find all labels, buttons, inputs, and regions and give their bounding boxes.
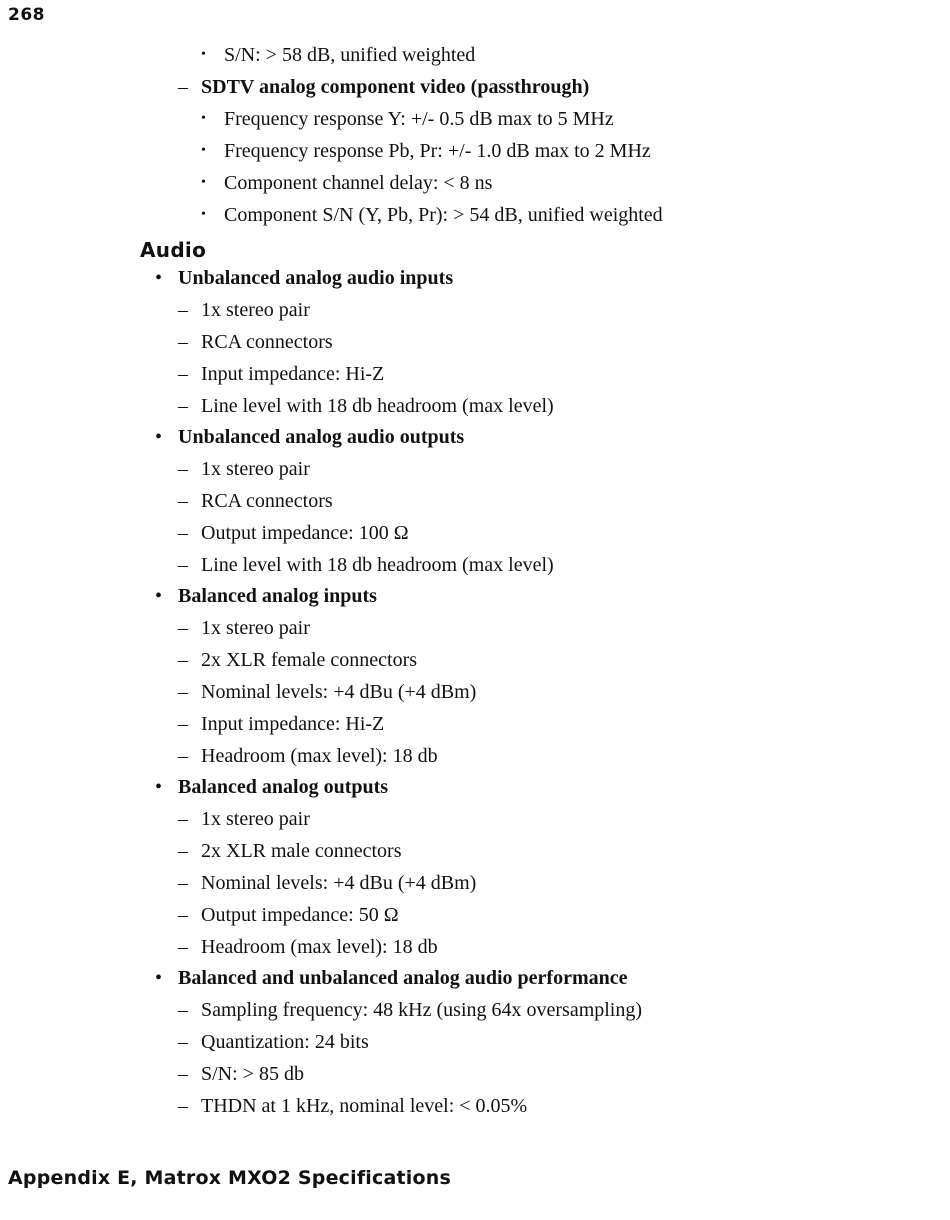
spec-text: THDN at 1 kHz, nominal level: < 0.05% (201, 1095, 528, 1117)
spec-text: Headroom (max level): 18 db (201, 745, 438, 767)
dash-marker: – (178, 1031, 188, 1053)
spec-text: Line level with 18 db headroom (max level) (201, 395, 554, 417)
bullet-marker: • (155, 585, 163, 607)
page-number: 268 (8, 5, 45, 25)
group-title-text: Unbalanced analog audio inputs (178, 267, 454, 289)
dash-marker: – (178, 331, 188, 353)
spec-text: 1x stereo pair (201, 458, 310, 480)
dash-marker: – (178, 395, 188, 417)
dash-marker: – (178, 299, 188, 321)
spec-text: Frequency response Pb, Pr: +/- 1.0 dB max to 2 MHz (224, 140, 651, 162)
spec-text: Nominal levels: +4 dBu (+4 dBm) (201, 681, 477, 703)
spec-text: 1x stereo pair (201, 299, 310, 321)
spec-text: RCA connectors (201, 331, 333, 353)
dash-marker: – (178, 649, 188, 671)
dash-marker: – (178, 713, 188, 735)
bullet-marker: • (201, 207, 206, 222)
spec-text: Component channel delay: < 8 ns (224, 172, 493, 194)
dash-marker: – (178, 522, 188, 544)
group-title-text: Unbalanced analog audio outputs (178, 426, 465, 448)
page-footer: Appendix E, Matrox MXO2 Specifications (8, 1167, 451, 1189)
dash-marker: – (178, 872, 188, 894)
spec-text: Input impedance: Hi-Z (201, 363, 385, 385)
spec-text: Headroom (max level): 18 db (201, 936, 438, 958)
dash-marker: – (178, 76, 188, 98)
dash-marker: – (178, 681, 188, 703)
bullet-marker: • (201, 111, 206, 126)
spec-text: Output impedance: 50 Ω (201, 904, 399, 926)
bullet-marker: • (201, 47, 206, 62)
bullet-marker: • (201, 175, 206, 190)
spec-text: Input impedance: Hi-Z (201, 713, 385, 735)
group-title-text: Balanced analog outputs (178, 776, 389, 798)
bullet-marker: • (155, 776, 163, 798)
dash-marker: – (178, 936, 188, 958)
bullet-marker: • (155, 426, 163, 448)
spec-text: Nominal levels: +4 dBu (+4 dBm) (201, 872, 477, 894)
dash-marker: – (178, 490, 188, 512)
dash-marker: – (178, 808, 188, 830)
spec-text: Quantization: 24 bits (201, 1031, 369, 1053)
spec-text: S/N: > 85 db (201, 1063, 304, 1085)
dash-marker: – (178, 458, 188, 480)
dash-marker: – (178, 1095, 188, 1117)
bullet-marker: • (201, 143, 206, 158)
spec-text: RCA connectors (201, 490, 333, 512)
spec-text: Line level with 18 db headroom (max level) (201, 554, 554, 576)
section-heading-audio: Audio (140, 238, 207, 262)
group-title-text: Balanced analog inputs (178, 585, 377, 607)
dash-marker: – (178, 617, 188, 639)
dash-marker: – (178, 840, 188, 862)
bullet-marker: • (155, 967, 163, 989)
spec-text: Sampling frequency: 48 kHz (using 64x oversampling) (201, 999, 643, 1021)
dash-marker: – (178, 363, 188, 385)
dash-marker: – (178, 745, 188, 767)
dash-marker: – (178, 554, 188, 576)
group-title-text: Balanced and unbalanced analog audio performance (178, 967, 628, 989)
spec-text: 1x stereo pair (201, 808, 310, 830)
subsection-title-text: SDTV analog component video (passthrough) (201, 76, 590, 98)
spec-text: Component S/N (Y, Pb, Pr): > 54 dB, unified weighted (224, 204, 663, 226)
dash-marker: – (178, 999, 188, 1021)
spec-text: Frequency response Y: +/- 0.5 dB max to 5 MHz (224, 108, 614, 130)
bullet-marker: • (155, 267, 163, 289)
spec-text: 2x XLR male connectors (201, 840, 402, 862)
dash-marker: – (178, 1063, 188, 1085)
dash-marker: – (178, 904, 188, 926)
spec-text: Output impedance: 100 Ω (201, 522, 409, 544)
spec-text: 1x stereo pair (201, 617, 310, 639)
spec-text: 2x XLR female connectors (201, 649, 418, 671)
spec-text: S/N: > 58 dB, unified weighted (224, 44, 476, 66)
